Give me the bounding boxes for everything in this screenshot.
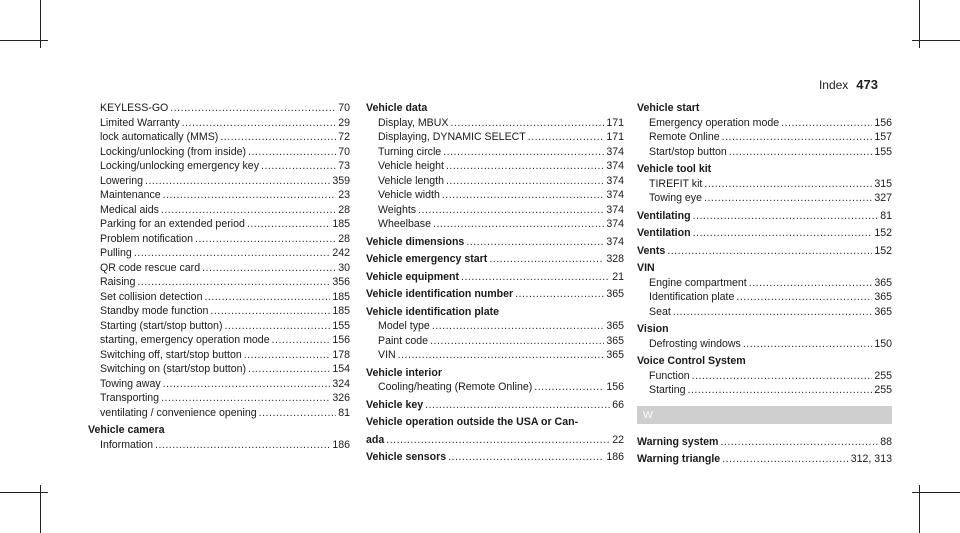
entry-term: Vehicle camera [88, 424, 165, 436]
entry-page-number: 157 [874, 131, 892, 143]
entry-page-number: 29 [338, 116, 350, 129]
dot-leader [398, 348, 605, 363]
entry-term: Problem notification [100, 232, 194, 245]
index-column-3 [637, 101, 892, 467]
index-letter: W [637, 406, 892, 424]
entry-term: Information [100, 438, 153, 451]
entry-page-number: 72 [338, 131, 350, 143]
index-entry[interactable] [637, 130, 892, 145]
dot-leader [704, 177, 872, 192]
dot-leader [155, 438, 330, 453]
dot-leader [749, 276, 873, 291]
dot-leader [134, 246, 331, 261]
index-entry[interactable] [366, 287, 624, 302]
entry-page-number: 327 [874, 192, 892, 204]
entry-page-number: 150 [874, 337, 892, 350]
dot-leader [163, 188, 337, 203]
index-entry[interactable] [88, 333, 350, 348]
dot-leader [202, 261, 336, 276]
index-entry[interactable] [88, 116, 350, 131]
dot-leader [720, 435, 878, 450]
index-entry[interactable] [637, 209, 892, 224]
index-entry[interactable] [366, 366, 624, 381]
entry-page-number: 22 [612, 433, 624, 446]
dot-leader [244, 348, 331, 363]
entry-term: QR code rescue card [100, 261, 201, 274]
entry-term: Ventilating [637, 209, 691, 222]
entry-term: Vehicle emergency start [366, 253, 488, 265]
index-entry[interactable] [637, 337, 892, 352]
index-entry[interactable] [366, 217, 624, 232]
entry-term: VIN [637, 262, 655, 274]
entry-page-number: 23 [338, 189, 350, 201]
entry-term: VIN [378, 349, 396, 361]
dot-leader [210, 304, 330, 319]
entry-term: Displaying, DYNAMIC SELECT [378, 131, 526, 143]
entry-page-number: 186 [606, 451, 624, 463]
entry-term: Remote Online [649, 131, 720, 143]
index-entry[interactable] [366, 433, 624, 448]
index-entry[interactable] [366, 398, 624, 413]
crop-mark [912, 492, 960, 493]
index-entry[interactable] [637, 226, 892, 241]
entry-page-number: 73 [338, 160, 350, 172]
dot-leader [489, 252, 604, 267]
entry-term: Vehicle sensors [366, 451, 447, 463]
entry-term: Vehicle width [378, 189, 440, 201]
entry-term: Weights [378, 203, 417, 216]
dot-leader [781, 116, 872, 131]
dot-leader [145, 174, 330, 189]
index-entry[interactable] [366, 270, 624, 285]
dot-leader [161, 203, 336, 218]
entry-page-number: 28 [338, 203, 350, 216]
dot-leader [722, 452, 849, 467]
entry-term: TIREFIT kit [649, 177, 703, 190]
dot-leader [443, 145, 604, 160]
index-entry[interactable] [88, 101, 350, 116]
entry-page-number: 365 [606, 320, 624, 332]
index-entry[interactable] [88, 217, 350, 232]
entry-term: KEYLESS-GO [100, 102, 169, 114]
entry-term: Vehicle key [366, 398, 424, 411]
entry-page-number: 88 [880, 435, 892, 448]
entry-page-number: 365 [874, 305, 892, 318]
dot-leader [161, 391, 330, 406]
entry-page-number: 154 [332, 363, 350, 375]
entry-page-number: 30 [338, 261, 350, 274]
entry-term: Medical aids [100, 203, 159, 216]
entry-page-number: 171 [606, 131, 624, 143]
entry-page-number: 70 [338, 145, 350, 158]
entry-term: Turning circle [378, 145, 442, 158]
entry-term: Model type [378, 320, 430, 332]
entry-term: Locking/unlocking emergency key [100, 160, 259, 172]
entry-term: Vehicle operation outside the USA or Can- [366, 416, 579, 428]
index-entry[interactable] [88, 377, 350, 392]
index-entry[interactable] [88, 130, 350, 145]
index-entry[interactable] [88, 174, 350, 189]
index-entry[interactable] [366, 380, 624, 395]
entry-term: Starting [649, 384, 686, 396]
dot-leader [182, 116, 337, 131]
entry-term: Transporting [100, 392, 160, 404]
entry-page-number: 185 [332, 290, 350, 303]
index-column-1 [88, 101, 350, 452]
index-entry[interactable] [366, 130, 624, 145]
entry-term: Towing eye [649, 192, 702, 204]
entry-term: Starting (start/stop button) [100, 319, 223, 332]
index-entry[interactable] [366, 235, 624, 250]
dot-leader [248, 362, 330, 377]
entry-page-number: 156 [332, 334, 350, 346]
entry-term: Warning triangle [637, 453, 721, 465]
entry-term: Maintenance [100, 189, 161, 201]
entry-term: Vehicle identification number [366, 288, 514, 300]
entry-term: Switching on (start/stop button) [100, 363, 247, 375]
entry-page-number: 28 [338, 232, 350, 245]
dot-leader [743, 337, 872, 352]
entry-page-number: 326 [332, 392, 350, 404]
entry-term: Switching off, start/stop button [100, 348, 242, 361]
entry-page-number: 315 [874, 177, 892, 190]
dot-leader [528, 130, 605, 145]
index-entry[interactable] [637, 244, 892, 259]
entry-page-number: 81 [880, 209, 892, 222]
index-entry[interactable] [366, 252, 624, 267]
index-entry[interactable] [366, 305, 624, 320]
entry-page-number: 374 [606, 145, 624, 158]
entry-page-number: 374 [606, 203, 624, 216]
entry-term: Parking for an extended period [100, 218, 245, 230]
entry-term: Defrosting windows [649, 337, 741, 350]
index-entry[interactable] [88, 188, 350, 203]
index-entry[interactable] [637, 435, 892, 450]
dot-leader [515, 287, 604, 302]
entry-term: Vehicle interior [366, 366, 442, 379]
index-entry[interactable] [637, 191, 892, 206]
entry-term: ventilating / convenience opening [100, 406, 257, 419]
dot-leader [534, 380, 604, 395]
entry-page-number: 365 [606, 349, 624, 361]
entry-page-number: 374 [606, 218, 624, 230]
index-entry[interactable] [88, 304, 350, 319]
entry-term: Vehicle equipment [366, 270, 460, 283]
entry-term: Cooling/heating (Remote Online) [378, 381, 533, 393]
entry-term: Engine compartment [649, 276, 747, 289]
entry-page-number: 66 [612, 398, 624, 411]
entry-page-number: 185 [332, 218, 350, 230]
dot-leader [736, 290, 872, 305]
entry-term: Vehicle height [378, 160, 444, 172]
dot-leader [248, 145, 336, 160]
entry-page-number: 156 [874, 116, 892, 129]
dot-leader [450, 116, 604, 131]
index-entry[interactable] [88, 391, 350, 406]
index-entry[interactable] [637, 369, 892, 384]
entry-term: starting, emergency operation mode [100, 334, 270, 346]
entry-term: Vehicle start [637, 102, 700, 114]
entry-term: Paint code [378, 334, 429, 347]
dot-leader [261, 159, 336, 174]
dot-leader [195, 232, 336, 247]
crop-mark [0, 492, 48, 493]
index-entry[interactable] [88, 159, 350, 174]
dot-leader [430, 334, 604, 349]
index-entry[interactable] [366, 101, 624, 116]
entry-term: Vehicle length [378, 174, 444, 187]
index-entry[interactable] [88, 203, 350, 218]
index-entry[interactable] [88, 261, 350, 276]
page-number: 473 [856, 77, 878, 92]
crop-mark [912, 40, 960, 41]
entry-page-number: 70 [338, 102, 350, 114]
dot-leader [693, 209, 879, 224]
dot-leader [259, 406, 337, 421]
dot-leader [442, 188, 604, 203]
entry-term: Vehicle dimensions [366, 235, 465, 248]
index-entry[interactable] [637, 116, 892, 131]
entry-term: lock automatically (MMS) [100, 131, 219, 143]
dot-leader [224, 319, 330, 334]
index-column-2 [366, 101, 624, 465]
dot-leader [688, 383, 873, 398]
index-entry[interactable] [366, 334, 624, 349]
entry-page-number: 365 [606, 288, 624, 300]
entry-page-number: 374 [606, 235, 624, 248]
index-entry[interactable] [88, 362, 350, 377]
entry-page-number: 365 [874, 276, 892, 289]
entry-page-number: 359 [332, 174, 350, 187]
index-entry[interactable] [366, 159, 624, 174]
index-entry[interactable] [366, 319, 624, 334]
dot-leader [446, 174, 604, 189]
index-entry[interactable] [637, 452, 892, 467]
entry-page-number: 81 [338, 406, 350, 419]
entry-page-number: 312, 313 [850, 453, 892, 465]
dot-leader [163, 377, 331, 392]
index-entry[interactable] [366, 116, 624, 131]
entry-term: Voice Control System [637, 355, 746, 367]
entry-page-number: 171 [606, 116, 624, 129]
entry-page-number: 255 [874, 384, 892, 396]
section-title: Index [818, 78, 849, 92]
entry-term: Set collision detection [100, 290, 203, 303]
entry-term: Wheelbase [378, 218, 431, 230]
page-header [819, 77, 878, 92]
dot-leader [220, 130, 336, 145]
index-entry[interactable] [88, 290, 350, 305]
dot-leader [425, 398, 610, 413]
entry-term: Standby mode function [100, 305, 209, 317]
dot-leader [432, 319, 604, 334]
entry-page-number: 152 [874, 244, 892, 257]
index-entry[interactable] [637, 276, 892, 291]
index-entry[interactable] [637, 177, 892, 192]
index-entry[interactable] [366, 415, 624, 430]
entry-page-number: 255 [874, 369, 892, 382]
index-entry[interactable] [88, 319, 350, 334]
index-entry[interactable] [637, 305, 892, 320]
entry-page-number: 374 [606, 189, 624, 201]
entry-page-number: 178 [332, 348, 350, 361]
index-entry[interactable] [637, 261, 892, 276]
dot-leader [729, 145, 873, 160]
entry-term: Lowering [100, 174, 143, 187]
index-entry[interactable] [88, 275, 350, 290]
index-entry[interactable] [637, 101, 892, 116]
entry-page-number: 152 [874, 227, 892, 239]
dot-leader [433, 217, 604, 232]
dot-leader [446, 159, 604, 174]
dot-leader [461, 270, 610, 285]
entry-term: Seat [649, 305, 671, 318]
entry-page-number: 365 [874, 291, 892, 303]
dot-leader [418, 203, 604, 218]
index-entry[interactable] [366, 174, 624, 189]
dot-leader [673, 305, 873, 320]
index-entry[interactable] [88, 423, 350, 438]
entry-page-number: 356 [332, 276, 350, 288]
entry-term: Vehicle data [366, 102, 428, 114]
entry-page-number: 155 [332, 319, 350, 332]
dot-leader [170, 101, 336, 116]
index-entry[interactable] [637, 290, 892, 305]
entry-term: Locking/unlocking (from inside) [100, 145, 247, 158]
entry-term: Vehicle tool kit [637, 163, 712, 175]
index-entry[interactable] [366, 145, 624, 160]
entry-term: Identification plate [649, 291, 735, 303]
entry-term: Function [649, 369, 690, 382]
entry-page-number: 242 [332, 247, 350, 259]
entry-page-number: 21 [612, 270, 624, 283]
index-entry[interactable] [366, 450, 624, 465]
entry-page-number: 328 [606, 253, 624, 265]
index-entry[interactable] [88, 406, 350, 421]
dot-leader [466, 235, 604, 250]
dot-leader [386, 433, 610, 448]
entry-term: Warning system [637, 435, 719, 448]
index-entry[interactable] [88, 145, 350, 160]
entry-page-number: 374 [606, 160, 624, 172]
dot-leader [137, 275, 330, 290]
dot-leader [204, 290, 330, 305]
entry-term: Vision [637, 323, 669, 335]
dot-leader [693, 226, 873, 241]
entry-term: Raising [100, 276, 136, 288]
index-entry[interactable] [88, 438, 350, 453]
index-entry[interactable] [366, 203, 624, 218]
entry-page-number: 155 [874, 145, 892, 158]
entry-page-number: 156 [606, 381, 624, 393]
entry-term: Vehicle identification plate [366, 305, 500, 318]
entry-term: Limited Warranty [100, 116, 180, 129]
index-entry[interactable] [637, 162, 892, 177]
dot-leader [692, 369, 873, 384]
dot-leader [448, 450, 604, 465]
entry-term: Start/stop button [649, 145, 727, 158]
index-entry[interactable] [88, 246, 350, 261]
dot-leader [247, 217, 330, 232]
entry-term: Pulling [100, 247, 132, 259]
entry-term: Display, MBUX [378, 116, 449, 129]
crop-mark [0, 40, 48, 41]
entry-page-number: 365 [606, 334, 624, 347]
entry-term: Ventilation [637, 227, 691, 239]
entry-term: Vents [637, 244, 666, 257]
index-entry[interactable] [366, 188, 624, 203]
entry-page-number: 324 [332, 377, 350, 390]
dot-leader [667, 244, 872, 259]
dot-leader [722, 130, 873, 145]
index-entry[interactable] [637, 145, 892, 160]
entry-page-number: 374 [606, 174, 624, 187]
index-entry[interactable] [637, 322, 892, 337]
dot-leader [272, 333, 331, 348]
index-entry[interactable] [637, 354, 892, 369]
index-entry[interactable] [637, 383, 892, 398]
index-entry[interactable] [88, 348, 350, 363]
index-entry[interactable] [88, 232, 350, 247]
entry-term: ada [366, 433, 385, 446]
entry-term: Towing away [100, 377, 161, 390]
entry-term: Emergency operation mode [649, 116, 780, 129]
dot-leader [704, 191, 872, 206]
entry-page-number: 185 [332, 305, 350, 317]
entry-page-number: 186 [332, 438, 350, 451]
index-entry[interactable] [366, 348, 624, 363]
